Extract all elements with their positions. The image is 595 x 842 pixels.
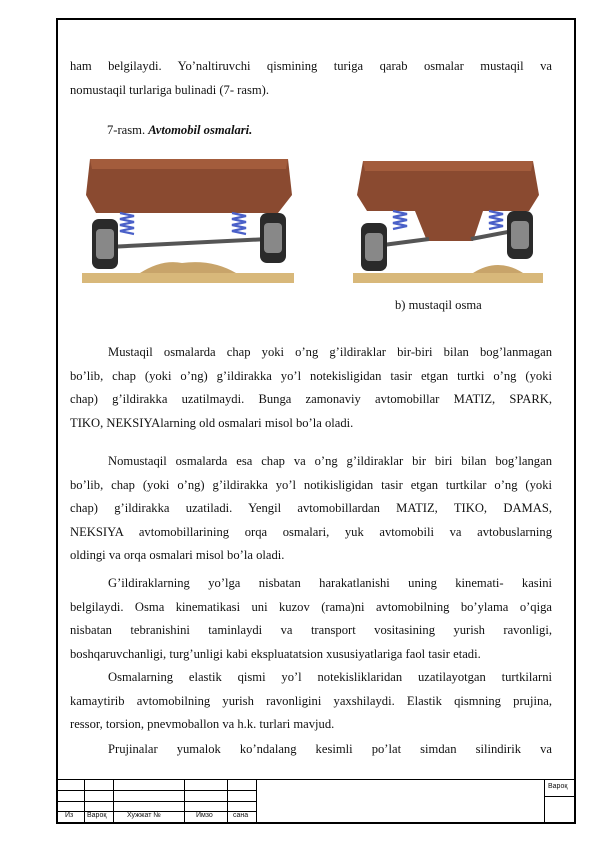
- title-block-col-line: [227, 779, 228, 824]
- text-line: kamaytirib avtomobilning yurish ravonligini yaxshilaydi. Elastik qismning prujina,: [70, 693, 552, 708]
- text-line: chap) g’ildirakka uzatiladi. Yengil avtomobillardan MATIZ, TIKO, DAMAS,: [70, 501, 552, 515]
- title-block-page-box-line: [544, 796, 576, 797]
- paragraph-dependent: [70, 450, 552, 568]
- dependent-suspension-illustration: [82, 155, 294, 283]
- col-varoq-label: Вароқ: [87, 812, 107, 819]
- text-line: Mustaqil osmalarda chap yoki o’ng g’ildiraklar bir-biri bilan bog’lanmagan: [108, 345, 552, 359]
- figure-caption: [107, 120, 252, 140]
- text-line: bo’lib, chap (yoki o’ng) g’ildirakka yo’l notekisligidan tasir etgan turtki o’ng (yoki: [70, 368, 552, 383]
- paragraph-elastic: [70, 666, 552, 737]
- text-line: G’ildiraklarning yo’lga nisbatan harakatlanishi uning kinemati- kasini: [108, 576, 552, 590]
- title-block-row-line: [56, 790, 256, 791]
- left-wheel: [92, 219, 118, 269]
- text-line: nomustaqil turlariga bulinadi (7- rasm).: [70, 82, 270, 97]
- left-spring: [393, 211, 407, 229]
- car-body-highlight: [363, 161, 533, 171]
- text-line: TIKO, NEKSIYAlarning old osmalari misol bo’la oladi.: [70, 415, 354, 430]
- title-block-col-line: [84, 779, 85, 824]
- text-line: belgilaydi. Osma kinematikasi uni kuzov (rama)ni avtomobilning bo’ylama o’qiga: [70, 599, 552, 614]
- right-wheel: [260, 213, 286, 263]
- paragraph-kinematics: [70, 572, 552, 666]
- figure-sublabel-b: b) mustaqil osma: [395, 298, 482, 312]
- title-block-page-box: [544, 779, 545, 824]
- right-spring: [489, 211, 503, 229]
- text-line: nisbatan tebranishini taminlaydi va transport vositasining yurish ravonligi,: [70, 623, 552, 637]
- independent-suspension-illustration: [353, 155, 543, 283]
- title-block-col-line: [184, 779, 185, 824]
- text-line: boshqaruvchanligi, turg’unligi kabi ekspluatatsion xususiyatlariga faol tasir etadi.: [70, 646, 481, 661]
- col-sana-label: сана: [233, 812, 249, 819]
- ground: [353, 273, 543, 283]
- col-imzo-label: Имзо: [196, 812, 213, 819]
- paragraph-independent: [70, 341, 552, 435]
- figure-caption-prefix: 7-rasm.: [107, 123, 146, 137]
- text-line: Osmalarning elastik qismi yo’l notekisliklaridan uzatilayotgan turtkilarni: [108, 670, 552, 684]
- page-varoq-label: Вароқ: [548, 783, 568, 790]
- paragraph-springs: [70, 738, 552, 762]
- right-control-arm: [471, 231, 513, 239]
- col-iz-label: Из: [65, 812, 74, 819]
- ground-bump: [473, 265, 523, 273]
- right-wheel: [507, 211, 533, 259]
- text-line: oldingi va orqa osmalari misol bo’la oladi.: [70, 548, 285, 562]
- left-spring: [120, 213, 134, 234]
- rigid-axle: [108, 239, 268, 247]
- text-line: ressor, torsion, pnevmoballon va h.k. turlari mavjud.: [70, 717, 335, 731]
- col-hujjat-label: Хужжат №: [127, 812, 161, 819]
- figure-caption-title: Avtomobil osmalari.: [148, 123, 253, 137]
- text-line: Prujinalar yumalok ko’ndalang kesimli po’lat simdan silindirik va: [108, 742, 552, 756]
- intro-paragraph: [70, 55, 552, 102]
- left-wheel: [361, 223, 387, 271]
- ground-bump: [140, 262, 236, 273]
- text-line: NEKSIYA avtomobillarining orqa osmalari, yuk avtomobili va avtobuslarning: [70, 524, 552, 539]
- title-block-top-line: [56, 779, 576, 780]
- left-control-arm: [383, 239, 429, 245]
- title-block: [56, 779, 576, 824]
- text-line: chap) g’ildirakka uzatilmaydi. Bunga zamonaviy avtomobillar MATIZ, SPARK,: [70, 392, 552, 406]
- subframe: [415, 211, 483, 241]
- right-spring: [232, 213, 246, 234]
- text-line: Nomustaqil osmalarda esa chap va o’ng g’ildiraklar bir biri bilan bog’langan: [108, 454, 552, 468]
- ground: [82, 273, 294, 283]
- car-body-highlight: [90, 159, 288, 169]
- text-line: ham belgilaydi. Yo’naltiruvchi qismining turiga qarab osmalar mustaqil va: [70, 59, 552, 73]
- title-block-col-line: [256, 779, 257, 824]
- title-block-row-line: [56, 801, 256, 802]
- title-block-col-line: [113, 779, 114, 824]
- text-line: bo’lib, chap (yoki o’ng) g’ildirakka yo’l notikisligidan tasir etgan turtkilar o’ng (yoki: [70, 477, 552, 492]
